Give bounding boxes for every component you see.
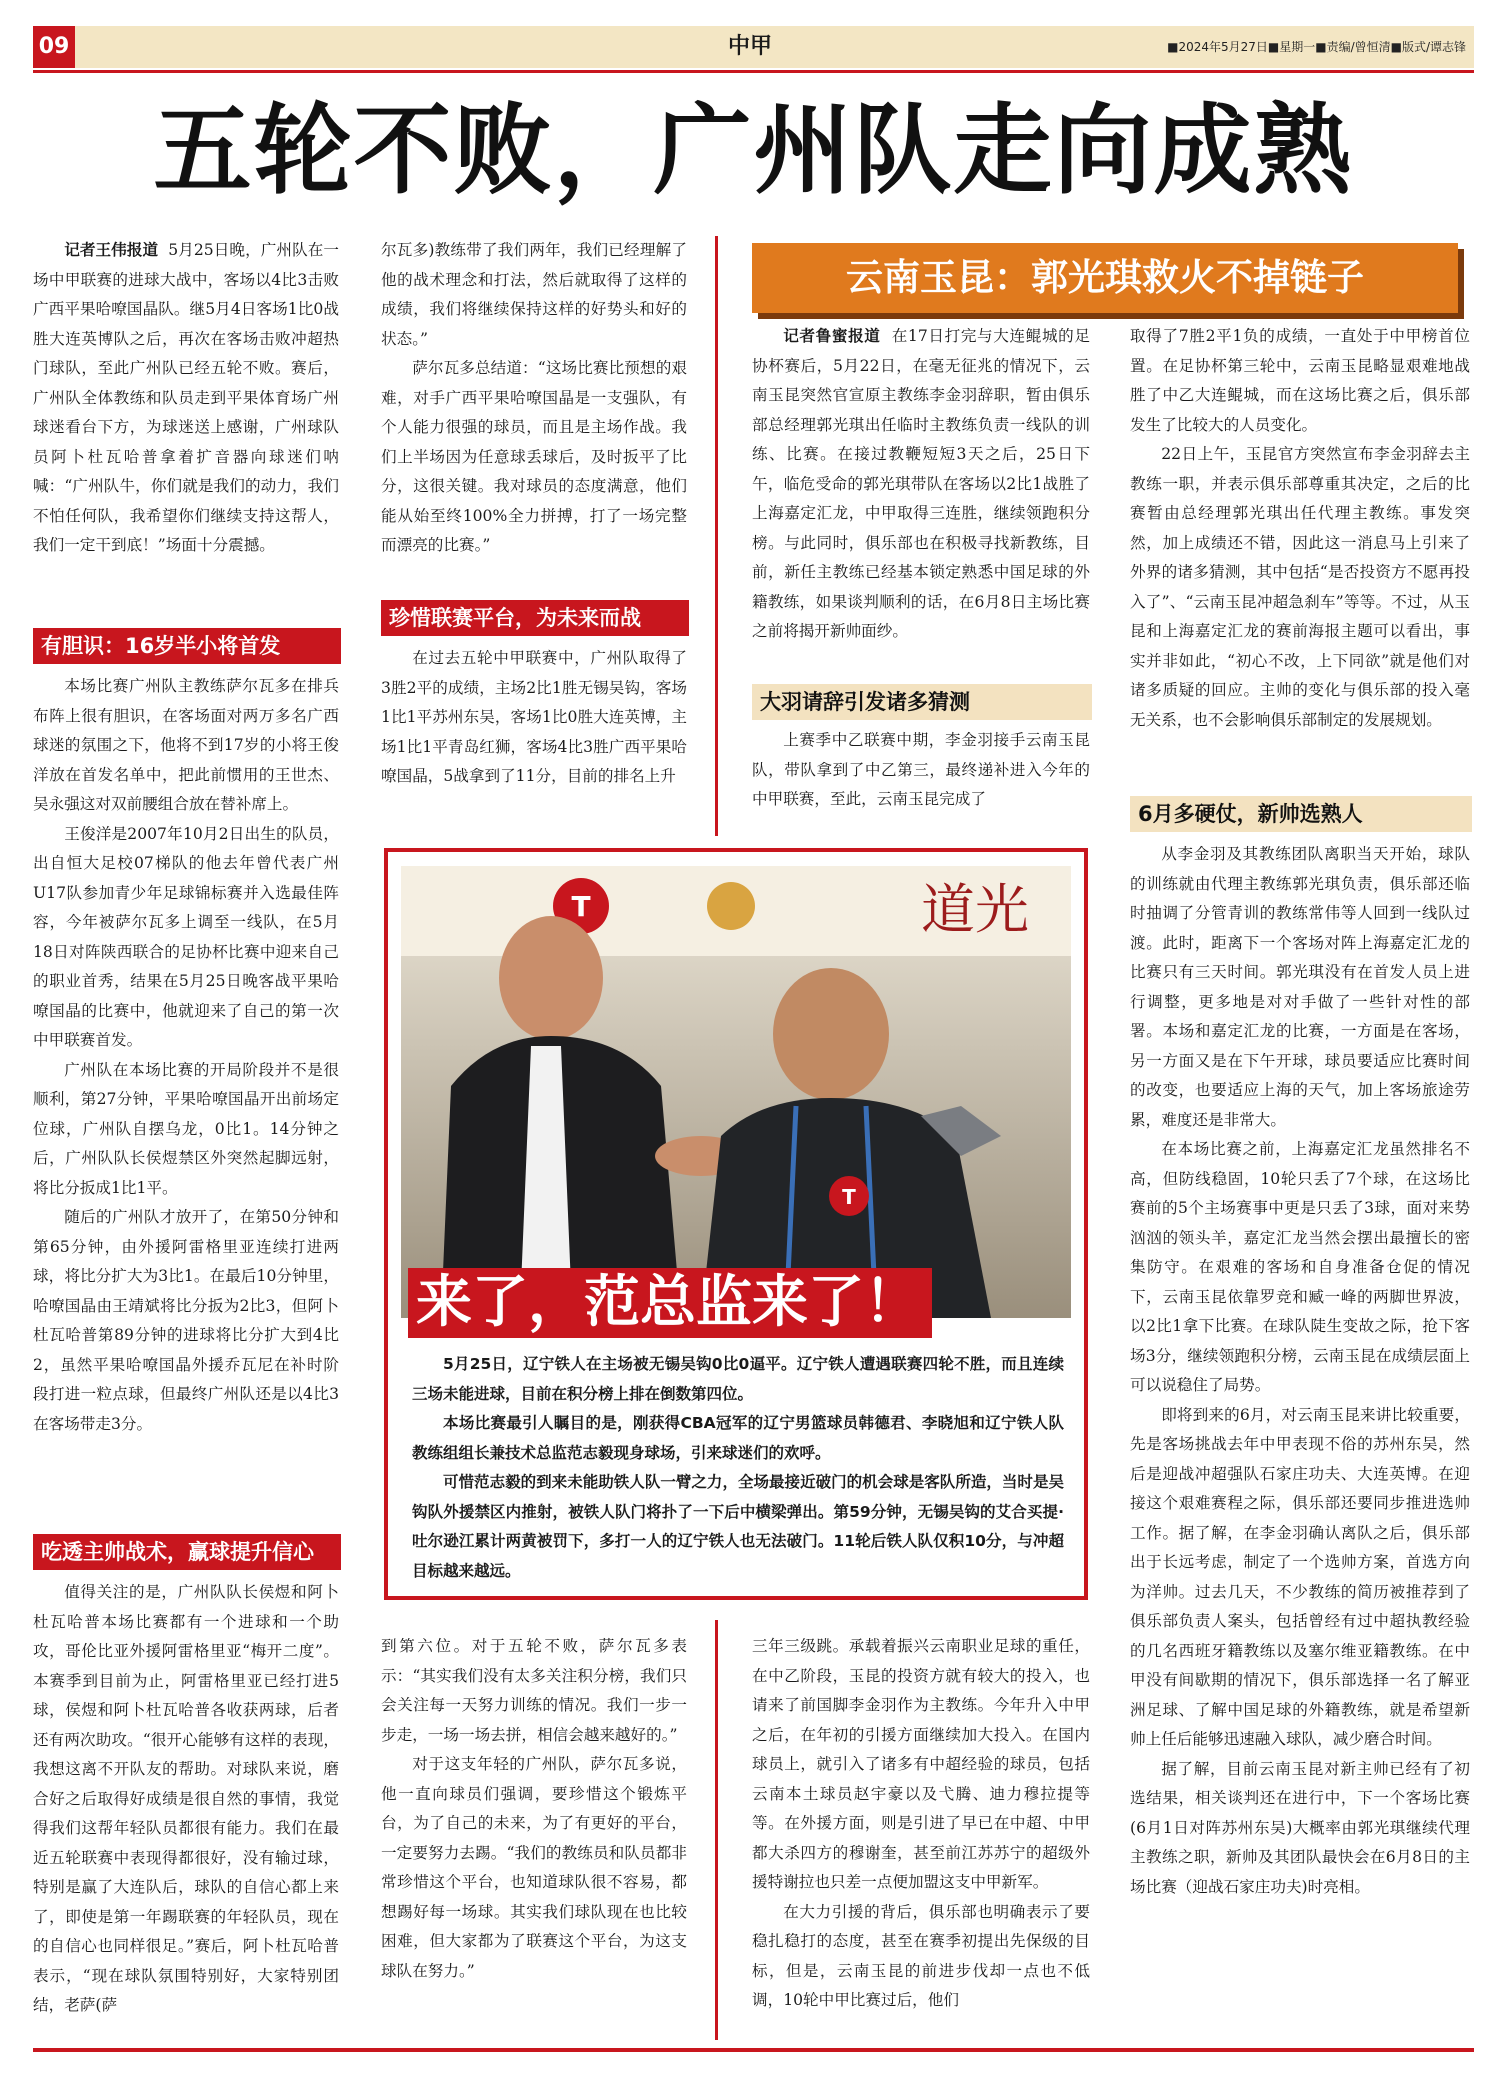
bottom-rule bbox=[33, 2048, 1474, 2052]
paragraph: 据了解，目前云南玉昆对新主帅已经有了初选结果，相关谈判还在进行中，下一个客场比赛(6月1日对阵苏州东吴)大概率由郭光琪继续代理主教练之职，新帅及其团队最快会在6月8日的主场比赛（迎战石家庄功夫)时亮相。 bbox=[1130, 1759, 1470, 1896]
person-right-head bbox=[773, 968, 889, 1100]
paragraph: 广州队在本场比赛的开局阶段并不是很顺利，第27分钟，平果哈嘹国晶开出前场定位球，广州队自摆乌龙，0比1。14分钟之后，广州队队长侯煜禁区外突然起脚远射，将比分扳成1比1平。 bbox=[33, 1060, 339, 1197]
sidebar-col-b-top bbox=[1130, 322, 1470, 790]
main-article-col2-bottom bbox=[381, 1632, 687, 2042]
header-rule bbox=[33, 70, 1474, 73]
main-headline: 五轮不败，广州队走向成熟 bbox=[153, 94, 1354, 208]
main-article-col2-mid bbox=[381, 644, 687, 824]
person-left-head bbox=[499, 916, 603, 1040]
sidebar-col-a-top bbox=[752, 322, 1090, 678]
caption-paragraph: 本场比赛最引人瞩目的是，刚获得CBA冠军的辽宁男篮球员韩德君、李晓旭和辽宁铁人队教练组组长兼技术总监范志毅现身球场，引来球迷们的欢呼。 bbox=[412, 1414, 1064, 1462]
svg-text:T: T bbox=[842, 1185, 856, 1209]
svg-text:T: T bbox=[571, 890, 591, 923]
main-byline: 记者王伟报道 bbox=[64, 241, 159, 259]
sidebar-byline: 记者鲁蜜报道 bbox=[783, 327, 881, 345]
caption-paragraph: 5月25日，辽宁铁人在主场被无锡吴钩0比0逼平。辽宁铁人遭遇联赛四轮不胜，而且连续三场未能进球，目前在积分榜上排在倒数第四位。 bbox=[412, 1355, 1064, 1403]
paragraph: 到第六位。对于五轮不败，萨尔瓦多表示：“其实我们没有太多关注积分榜，我们只会关注每一天努力训练的情况。我们一步一步走，一场一场去拼，相信会越来越好的。” bbox=[381, 1637, 687, 1744]
main-intro: 5月25日晚，广州队在一场中甲联赛的进球大战中，客场以4比3击败广西平果哈嘹国晶队。继5月4日客场1比0战胜大连英博队之后，再次在客场击败冲超热门球队，至此广州队已经五轮不败。赛后，广州队全体教练和队员走到平果体育场广州球迷看台下方，为球迷送上感谢，广州球队员阿卜杜瓦哈普拿着扩音器向球迷们呐喊：“广州队牛，你们就是我们的动力，我们不怕任何队，我希望你们继续支持这帮人，我们一定干到底！”场面十分震撼。 bbox=[33, 241, 339, 554]
paragraph: 对于这支年轻的广州队，萨尔瓦多说，他一直向球员们强调，要珍惜这个锻炼平台，为了自己的未来，为了有更好的平台，一定要努力去踢。“我们的教练员和队员都非常珍惜这个平台，也知道球队很不容易，都想踢好每一场球。其实我们球队现在也比较困难，但大家都为了联赛这个平台，为这支球队在努力。” bbox=[381, 1755, 687, 1980]
banner-crest-icon bbox=[707, 882, 755, 930]
page-number: 09 bbox=[33, 26, 75, 68]
paragraph: 22日上午，玉昆官方突然宣布李金羽辞去主教练一职，并表示俱乐部尊重其决定，之后的比赛暂由总经理郭光琪出任代理主教练。事发突然，加上成绩还不错，因此这一消息马上引来了外界的诸多猜测，其中包括“是否投资方不愿再投入了”、“云南玉昆冲超急刹车”等等。不过，从玉昆和上海嘉定汇龙的赛前海报主题可以看出，事实并非如此，“初心不改，上下同欲”就是他们对诸多质疑的回应。主帅的变化与俱乐部的投入毫无关系，也不会影响俱乐部制定的发展规划。 bbox=[1130, 445, 1470, 729]
subhead-june-fixtures: 6月多硬仗，新帅选熟人 bbox=[1130, 796, 1472, 832]
subhead-resignation: 大羽请辞引发诸多猜测 bbox=[752, 684, 1092, 720]
paragraph: 本场比赛广州队主教练萨尔瓦多在排兵布阵上很有胆识，在客场面对两万多名广西球迷的氛围之下，他将不到17岁的小将王俊洋放在首发名单中，把此前惯用的王世杰、吴永强这对双前腰组合放在替补席上。 bbox=[33, 677, 339, 813]
main-article-col2-top bbox=[381, 236, 687, 592]
subhead-cherish-platform: 珍惜联赛平台，为未来而战 bbox=[381, 600, 689, 636]
photo-fan-zhiyi bbox=[401, 866, 1071, 1318]
subhead-tactics: 吃透主帅战术，赢球提升信心 bbox=[33, 1534, 341, 1570]
paragraph: 值得关注的是，广州队队长侯煜和阿卜杜瓦哈普本场比赛都有一个进球和一个助攻，哥伦比亚外援阿雷格里亚“梅开二度”。本赛季到目前为止，阿雷格里亚已经打进5球，侯煜和阿卜杜瓦哈普各收获两球，后者还有两次助攻。“很开心能够有这样的表现，我想这离不开队友的帮助。对球队来说，磨合好之后取得好成绩是很自然的事情，我觉得我们这帮年轻队员都很有能力。我们在最近五轮联赛中表现得都很好，没有输过球，特别是赢了大连队后，球队的自信心都上来了，即使是第一年踢联赛的年轻队员，现在的自信心也同样很足。”赛后，阿卜杜瓦哈普表示，“现在球队氛围特别好，大家特别团结，老萨(萨 bbox=[33, 1583, 339, 2014]
paragraph: 尔瓦多)教练带了我们两年，我们已经理解了他的战术理念和打法，然后就取得了这样的成绩，我们将继续保持这样的好势头和好的状态。” bbox=[381, 241, 687, 348]
dateline: ■2024年5月27日■星期一■责编/曾恒清■版式/谭志锋 bbox=[1167, 40, 1466, 54]
main-article-col1-top bbox=[33, 236, 339, 620]
paragraph: 取得了7胜2平1负的成绩，一直处于中甲榜首位置。在足协杯第三轮中，云南玉昆略显艰难地战胜了中乙大连鲲城，而在这场比赛之后，俱乐部发生了比较大的人员变化。 bbox=[1130, 327, 1470, 434]
paragraph: 从李金羽及其教练团队离职当天开始，球队的训练就由代理主教练郭光琪负责，俱乐部还临时抽调了分管青训的教练常伟等人回到一线队过渡。此时，距离下一个客场对阵上海嘉定汇龙的比赛只有三天时间。郭光琪没有在首发人员上进行调整，更多地是对对手做了一些针对性的部署。本场和嘉定汇龙的比赛，一方面是在客场，另一方面又是在下午开球，球员要适应比赛时间的改变，也要适应上海的天气，加上客场旅途劳累，难度还是非常大。 bbox=[1130, 845, 1470, 1129]
paragraph: 在过去五轮中甲联赛中，广州队取得了3胜2平的成绩，主场2比1胜无锡吴钩，客场1比1平苏州东吴，客场1比0胜大连英博，主场1比1平青岛红狮，客场4比3胜广西平果哈嘹国晶，5战拿到了11分，目前的排名上升 bbox=[381, 649, 687, 785]
section-label: 中甲 bbox=[727, 34, 772, 59]
paragraph: 上赛季中乙联赛中期，李金羽接手云南玉昆队，带队拿到了中乙第三，最终递补进入今年的中甲联赛，至此，云南玉昆完成了 bbox=[752, 731, 1090, 808]
sidebar-title: 云南玉昆：郭光琪救火不掉链子 bbox=[752, 243, 1458, 313]
caption-paragraph: 可惜范志毅的到来未能助铁人队一臂之力，全场最接近破门的机会球是客队所造，当时是吴钩队外援禁区内推射，被铁人队门将扑了一下后中横梁弹出。第59分钟，无锡吴钩的艾合买提·吐尔逊江累计两黄被罚下，多打一人的辽宁铁人也无法破门。11轮后铁人队仅积10分，与冲超目标越来越远。 bbox=[412, 1473, 1064, 1580]
photo-illustration bbox=[401, 866, 1071, 1318]
column-separator bbox=[715, 1620, 718, 2040]
sidebar-col-a-mid bbox=[752, 726, 1090, 826]
paragraph: 萨尔瓦多总结道：“这场比赛比预想的艰难，对手广西平果哈嘹国晶是一支强队，有个人能力很强的球员，而且是主场作战。我们上半场因为任意球丢球后，及时扳平了比分，这很关键。我对球员的态度满意，他们能从始至终100%全力拼搏，打了一场完整而漂亮的比赛。” bbox=[381, 359, 687, 554]
paragraph: 王俊洋是2007年10月2日出生的队员，出自恒大足校07梯队的他去年曾代表广州U17队参加青少年足球锦标赛并入选最佳阵容，今年被萨尔瓦多上调至一线队，在5月18日对阵陕西联合的足协杯比赛中迎来自己的职业首秀，结果在5月25日晚客战平果哈嘹国晶的比赛中，他就迎来了自己的第一次中甲联赛首发。 bbox=[33, 824, 339, 1049]
sidebar-col-c bbox=[752, 1632, 1090, 2042]
paragraph: 随后的广州队才放开了，在第50分钟和第65分钟，由外援阿雷格里亚连续打进两球，将比分扩大为3比1。在最后10分钟里，哈嘹国晶由王靖斌将比分扳为2比3，但阿卜杜瓦哈普第89分钟的进球将比分扩大到4比2，虽然平果哈嘹国晶外援乔瓦尼在补时阶段打进一粒点球，但最终广州队还是以4比3在客场带走3分。 bbox=[33, 1208, 339, 1433]
sidebar-col-b-bottom bbox=[1130, 840, 1470, 2044]
subhead-bold-rookie: 有胆识：16岁半小将首发 bbox=[33, 628, 341, 664]
sidebar-intro: 在17日打完与大连鲲城的足协杯赛后，5月22日，在毫无征兆的情况下，云南玉昆突然官宣原主教练李金羽辞职，暂由俱乐部总经理郭光琪出任临时主教练负责一线队的训练、比赛。在接过教鞭短短3天之后，25日下午，临危受命的郭光琪带队在客场以2比1战胜了上海嘉定汇龙，中甲取得三连胜，继续领跑积分榜。与此同时，俱乐部也在积极寻找新教练，目前，新任主教练已经基本锁定熟悉中国足球的外籍教练，如果谈判顺利的话，在6月8日主场比赛之前将揭开新帅面纱。 bbox=[752, 327, 1090, 640]
paragraph: 即将到来的6月，对云南玉昆来讲比较重要，先是客场挑战去年中甲表现不俗的苏州东吴，然后是迎战冲超强队石家庄功夫、大连英博。在迎接这个艰难赛程之际，俱乐部还要同步推进选帅工作。据了解，在李金羽确认离队之后，俱乐部出于长远考虑，制定了一个选帅方案，首选方向为洋帅。过去几天，不少教练的简历被推荐到了俱乐部负责人案头，包括曾经有过中超执教经验的几名西班牙籍教练以及塞尔维亚籍教练。在中甲没有间歇期的情况下，俱乐部选择一名了解亚洲足球、了解中国足球的外籍教练，就是希望新帅上任后能够迅速融入球队，减少磨合时间。 bbox=[1130, 1405, 1470, 1748]
main-article-col1-mid bbox=[33, 672, 339, 1528]
paragraph: 三年三级跳。承载着振兴云南职业足球的重任，在中乙阶段，玉昆的投资方就有较大的投入，也请来了前国脚李金羽作为主教练。今年升入中甲之后，在年初的引援方面继续加大投入。在国内球员上，就引入了诸多有中超经验的球员，包括云南本土球员赵宇豪以及弋腾、迪力穆拉提等等。在外援方面，则是引进了早已在中超、中甲都大杀四方的穆谢奎，甚至前江苏苏宁的超级外援特谢拉也只差一点便加盟这支中甲新军。 bbox=[752, 1637, 1090, 1891]
photo-caption-title: 来了，范总监来了！ bbox=[408, 1268, 932, 1338]
paragraph: 在本场比赛之前，上海嘉定汇龙虽然排名不高，但防线稳固，10轮只丢了7个球，在这场比赛前的5个主场赛事中更是只丢了3球，面对来势汹汹的领头羊，嘉定汇龙当然会摆出最擅长的密集防守。在艰难的客场和自身准备仓促的情况下，云南玉昆依靠罗竞和臧一峰的两脚世界波，以2比1拿下比赛。在球队陡生变故之际，抢下客场3分，继续领跑积分榜，云南玉昆在成绩层面上可以说稳住了局势。 bbox=[1130, 1140, 1470, 1394]
banner-text: 道光 bbox=[921, 878, 1029, 941]
main-article-col1-bottom bbox=[33, 1578, 339, 2042]
column-separator bbox=[715, 236, 718, 836]
paragraph: 在大力引援的背后，俱乐部也明确表示了要稳扎稳打的态度，甚至在赛季初提出先保级的目标，但是，云南玉昆的前进步伐却一点也不低调，10轮中甲比赛过后，他们 bbox=[752, 1902, 1090, 2009]
photo-caption-text bbox=[412, 1350, 1064, 1586]
